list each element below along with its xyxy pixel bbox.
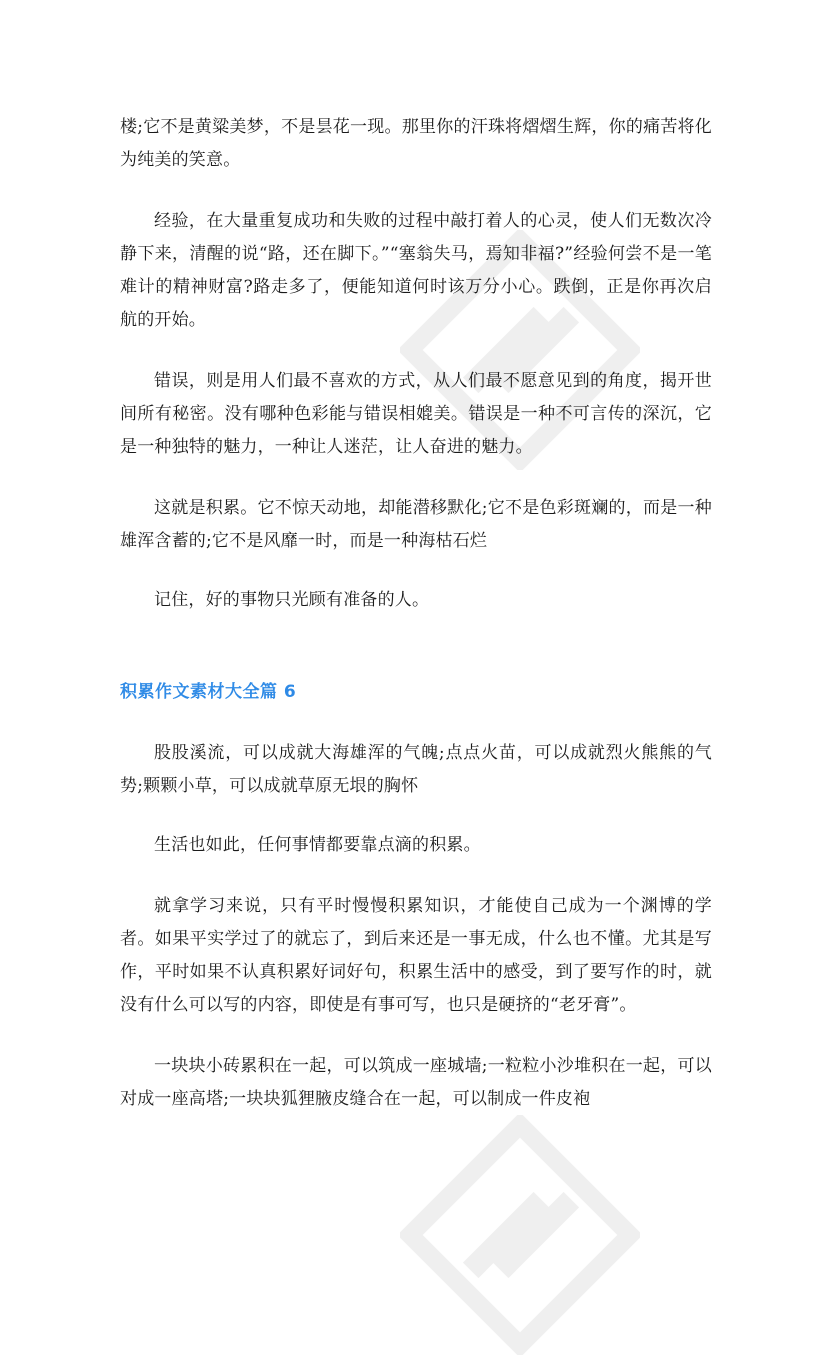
paragraph-accumulation: 这就是积累。它不惊天动地，却能潜移默化;它不是色彩斑斓的，而是一种雄浑含蓄的;它不是风靡一时，而是一种海枯石烂 bbox=[120, 498, 712, 551]
paragraph-experience: 经验，在大量重复成功和失败的过程中敲打着人的心灵，使人们无数次冷静下来，清醒的说“路，还在脚下。”“塞翁失马，焉知非福?”经验何尝不是一笔难计的精神财富?路走多了，便能知道何时该万分小心。跌倒，正是你再次启航的开始。 bbox=[120, 211, 712, 330]
paragraph-remember: 记住，好的事物只光顾有准备的人。 bbox=[154, 590, 430, 610]
watermark-logo-icon bbox=[400, 1115, 640, 1359]
section-heading: 积累作文素材大全篇 6 bbox=[120, 682, 297, 702]
paragraph-life: 生活也如此，任何事情都要靠点滴的积累。 bbox=[154, 835, 481, 855]
paragraph-streams: 股股溪流，可以成就大海雄浑的气魄;点点火苗，可以成就烈火熊熊的气势;颗颗小草，可以成就草原无垠的胸怀 bbox=[120, 743, 712, 796]
paragraph-study: 就拿学习来说，只有平时慢慢积累知识，才能使自己成为一个渊博的学者。如果平实学过了的就忘了，到后来还是一事无成，什么也不懂。尤其是写作，平时如果不认真积累好词好句，积累生活中的感受，到了要写作的时，就没有什么可以写的内容，即使是有事可写，也只是硬挤的“老牙膏”。 bbox=[120, 896, 712, 1015]
paragraph-mistake: 错误，则是用人们最不喜欢的方式，从人们最不愿意见到的角度，揭开世间所有秘密。没有哪种色彩能与错误相媲美。错误是一种不可言传的深沉，它是一种独特的魅力，一种让人迷茫，让人奋进的魅力。 bbox=[120, 371, 712, 457]
paragraph-bricks: 一块块小砖累积在一起，可以筑成一座城墙;一粒粒小沙堆积在一起，可以对成一座高塔;一块块狐狸腋皮缝合在一起，可以制成一件皮袍 bbox=[120, 1056, 712, 1109]
paragraph-continuation: 楼;它不是黄粱美梦，不是昙花一现。那里你的汗珠将熠熠生辉，你的痛苦将化为纯美的笑意。 bbox=[120, 117, 712, 170]
document-page bbox=[120, 111, 712, 1116]
